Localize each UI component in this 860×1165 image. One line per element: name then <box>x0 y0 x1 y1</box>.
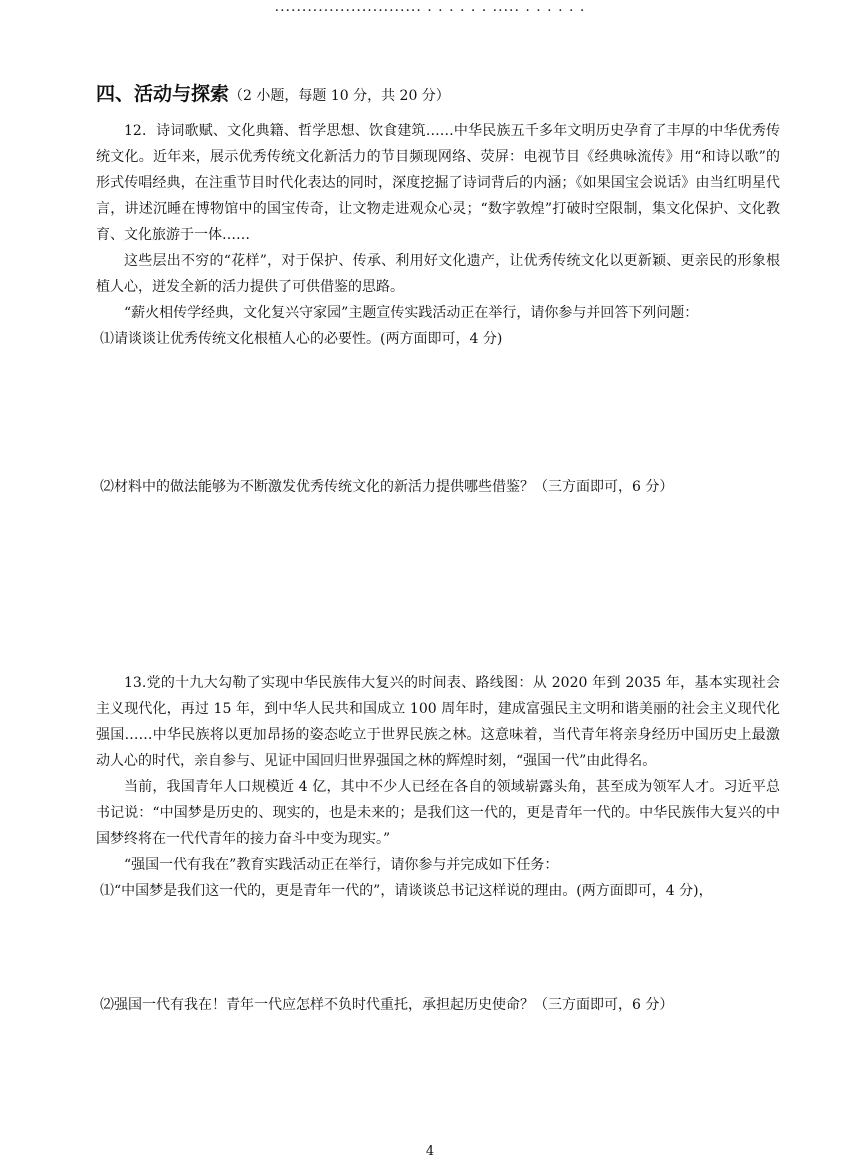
q13-paragraph-3: “强国一代有我在”教育实践活动正在举行，请你参与并完成如下任务： <box>124 857 559 873</box>
q13-subquestion-2: ⑵强国一代有我在！青年一代应怎样不负时代重托，承担起历史使命？（三方面即可，6 分） <box>100 997 674 1013</box>
q13-paragraph-1: 13.党的十九大勾勒了实现中华民族伟大复兴的时间表、路线图：从 2020 年到 2035 年，基本实现社会主义现代化，再过 15 年，到中华人民共和国成立 100 周年时，建成富强民主文明和谐美丽的社会主义现代化强国……中华民族将以更加昂扬的姿态屹立于世界民族之林。这意味着，当代青年将亲身经历中国历史上最激动人心的时代，亲自参与、见证中国回归世界强国之林的辉煌时刻，“强国一代”由此得名。 <box>96 675 780 769</box>
q13-answer-space-1 <box>96 904 780 992</box>
q13-subquestion-1: ⑴“中国梦是我们这一代的，更是青年一代的”，请谈谈总书记这样说的理由。(两方面即可，4 分)， <box>100 883 713 899</box>
section-heading <box>96 80 780 110</box>
page-number: 4 <box>425 1144 435 1159</box>
document-body <box>96 80 780 1018</box>
q12-subquestion-2: ⑵材料中的做法能够为不断激发优秀传统文化的新活力提供哪些借鉴？（三方面即可，6 分） <box>100 479 674 495</box>
q12-answer-space-1 <box>96 352 780 474</box>
q12-paragraph-3: “薪火相传学经典，文化复兴守家园”主题宣传实践活动正在举行，请你参与并回答下列问题： <box>124 305 699 321</box>
q12-subquestion-1: ⑴请谈谈让优秀传统文化根植人心的必要性。(两方面即可，4 分) <box>100 331 503 347</box>
section-title: 四、活动与探索 <box>96 83 230 105</box>
q13-paragraph-2: 当前，我国青年人口规模近 4 亿，其中不少人已经在各自的领域崭露头角，甚至成为领军人才。习近平总书记说：“中国梦是历史的、现实的，也是未来的；是我们这一代的，更是青年一代的。中华民族伟大复兴的中国梦终将在一代代青年的接力奋斗中变为现实。” <box>96 779 780 847</box>
q12-paragraph-2: 这些层出不穷的“花样”，对于保护、传承、利用好文化遗产，让优秀传统文化以更新颖、更亲民的形象根植人心，迸发全新的活力提供了可供借鉴的思路。 <box>96 253 780 295</box>
top-dotted-line: ........................... . . . . . . ..... . . . . . . <box>274 0 586 15</box>
q12-answer-space-2 <box>96 500 780 670</box>
q12-paragraph-1: 12．诗词歌赋、文化典籍、哲学思想、饮食建筑……中华民族五千多年文明历史孕育了丰厚的中华优秀传统文化。近年来，展示优秀传统文化新活力的节目频现网络、荧屏：电视节目《经典咏流传》用“和诗以歌”的形式传唱经典，在注重节目时代化表达的同时，深度挖掘了诗词背后的内涵；《如果国宝会说话》由当红明星代言，讲述沉睡在博物馆中的国宝传奇，让文物走进观众心灵；“数字敦煌”打破时空限制，集文化保护、文化教育、文化旅游于一体…… <box>96 123 780 243</box>
section-score-note: （2 小题，每题 10 分，共 20 分） <box>229 88 450 104</box>
